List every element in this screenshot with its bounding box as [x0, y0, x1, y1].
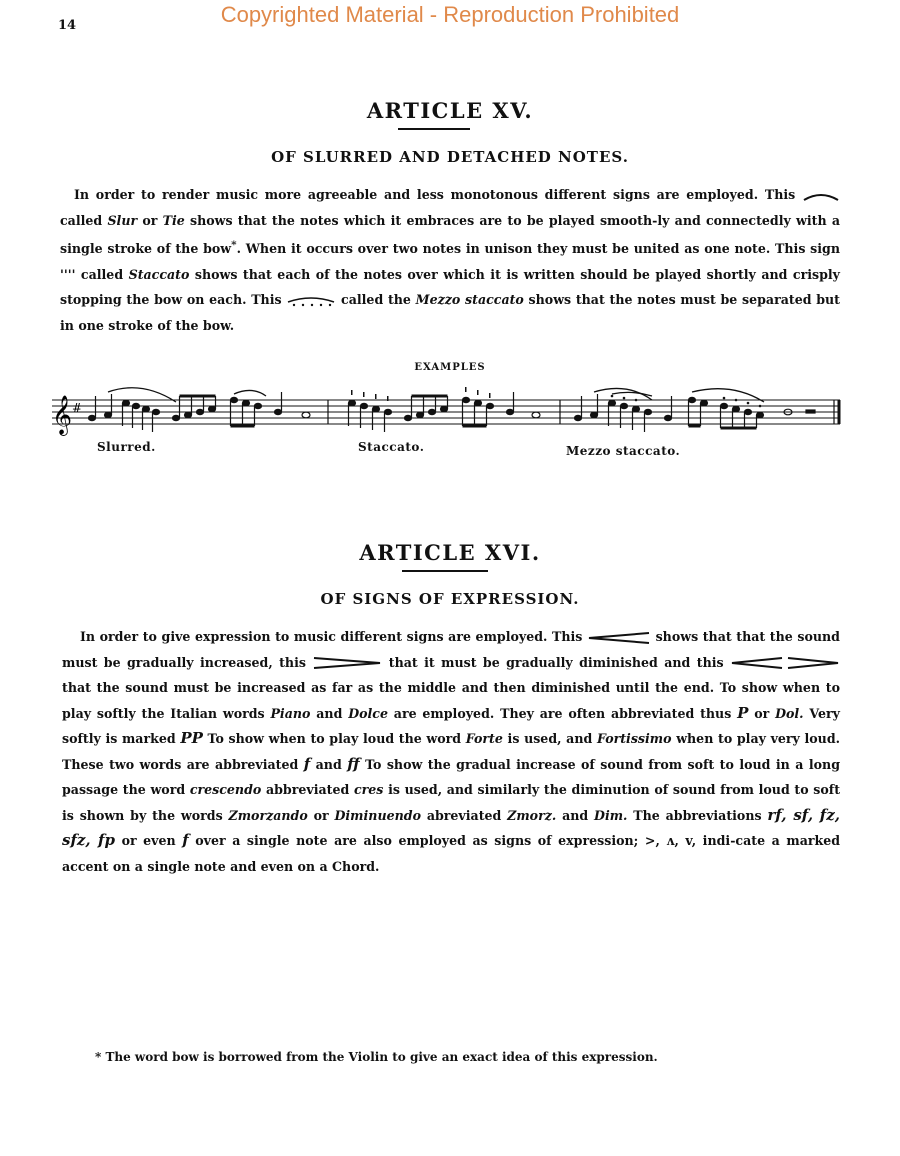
dynamic-f: f — [303, 754, 311, 773]
page-number: 14 — [58, 18, 77, 33]
music-staff-example — [52, 382, 842, 442]
dynamic-p: P — [737, 703, 749, 722]
svg-text:#: # — [72, 401, 83, 415]
copyright-watermark: Copyrighted Material - Reproduction Prohibited — [220, 2, 680, 27]
article-16-title: ARTICLE XVI. — [359, 540, 541, 565]
article-15-paragraph: In order to render music more agreeable and less monotonous different signs are employed. This called Slur or Tie shows that the notes which it embraces are to be played smooth-ly and connectedly with a single stroke of the bow*. When it occurs over two notes in unison they must be united as one note. This sign '''' called Staccato shows that each of the notes over which it is written should be played shortly and crisply stopping the bow on each. This called the Mezzo staccato shows that the notes must be separated but in one stroke of the bow. — [60, 187, 841, 333]
footnote-marker: * — [231, 239, 237, 251]
article-16-subtitle: OF SIGNS OF EXPRESSION. — [320, 590, 580, 608]
article-15-rule — [398, 128, 470, 130]
mezzo-staccato-symbol-icon — [286, 294, 336, 308]
example-label-slurred: Slurred. — [97, 440, 156, 454]
example-label-staccato: Staccato. — [358, 440, 425, 454]
dynamic-ff: ff — [347, 754, 360, 773]
swell-hairpin-icon — [730, 657, 840, 669]
accent-marks: >, ʌ, v, — [644, 833, 697, 848]
abbreviations-list: rf, sf, fz, sfz, fp — [62, 805, 840, 849]
article-16-paragraph: In order to give expression to music different signs are employed. This shows that that the sound must be gradually increased, this that it must be gradually diminished and this that the sound must be increased as far as the middle and then diminished until the end. To show when to play softly the Italian words Piano and Dolce are employed. They are often abbreviated thus P or Dol. Very softly is marked PP To show when to play loud the word Forte is used, and Fortissimo when to play very loud. These two words are abbreviated f and ff To show the gradual increase of sound from soft to loud in a long passage the word crescendo abbreviated cres is used, and similarly the diminution of sound from loud to soft is shown by the words Zmorzando or Diminuendo abreviated Zmorz. and Dim. The abbreviations rf, sf, fz, sfz, fp or even f over a single note are also employed as signs of expression; >, ʌ, v, indi-cate a marked accent on a single note and even on a Chord. — [62, 629, 841, 874]
dynamic-f-single: f — [182, 831, 189, 849]
crescendo-hairpin-icon — [587, 632, 651, 644]
article-16-rule — [402, 570, 488, 572]
article-15-title: ARTICLE XV. — [366, 98, 534, 123]
slur-symbol-icon — [802, 190, 840, 202]
dynamic-pp: PP — [180, 729, 203, 747]
example-label-mezzo-staccato: Mezzo staccato. — [566, 444, 681, 458]
treble-clef-icon: 𝄞 — [52, 395, 73, 435]
article-15-subtitle: OF SLURRED AND DETACHED NOTES. — [271, 148, 629, 166]
footnote: * The word bow is borrowed from the Violin to give an exact idea of this expression. — [95, 1050, 658, 1064]
diminuendo-hairpin-icon — [312, 657, 382, 669]
examples-label: EXAMPLES — [414, 362, 486, 373]
staccato-sign: '''' — [60, 266, 76, 282]
